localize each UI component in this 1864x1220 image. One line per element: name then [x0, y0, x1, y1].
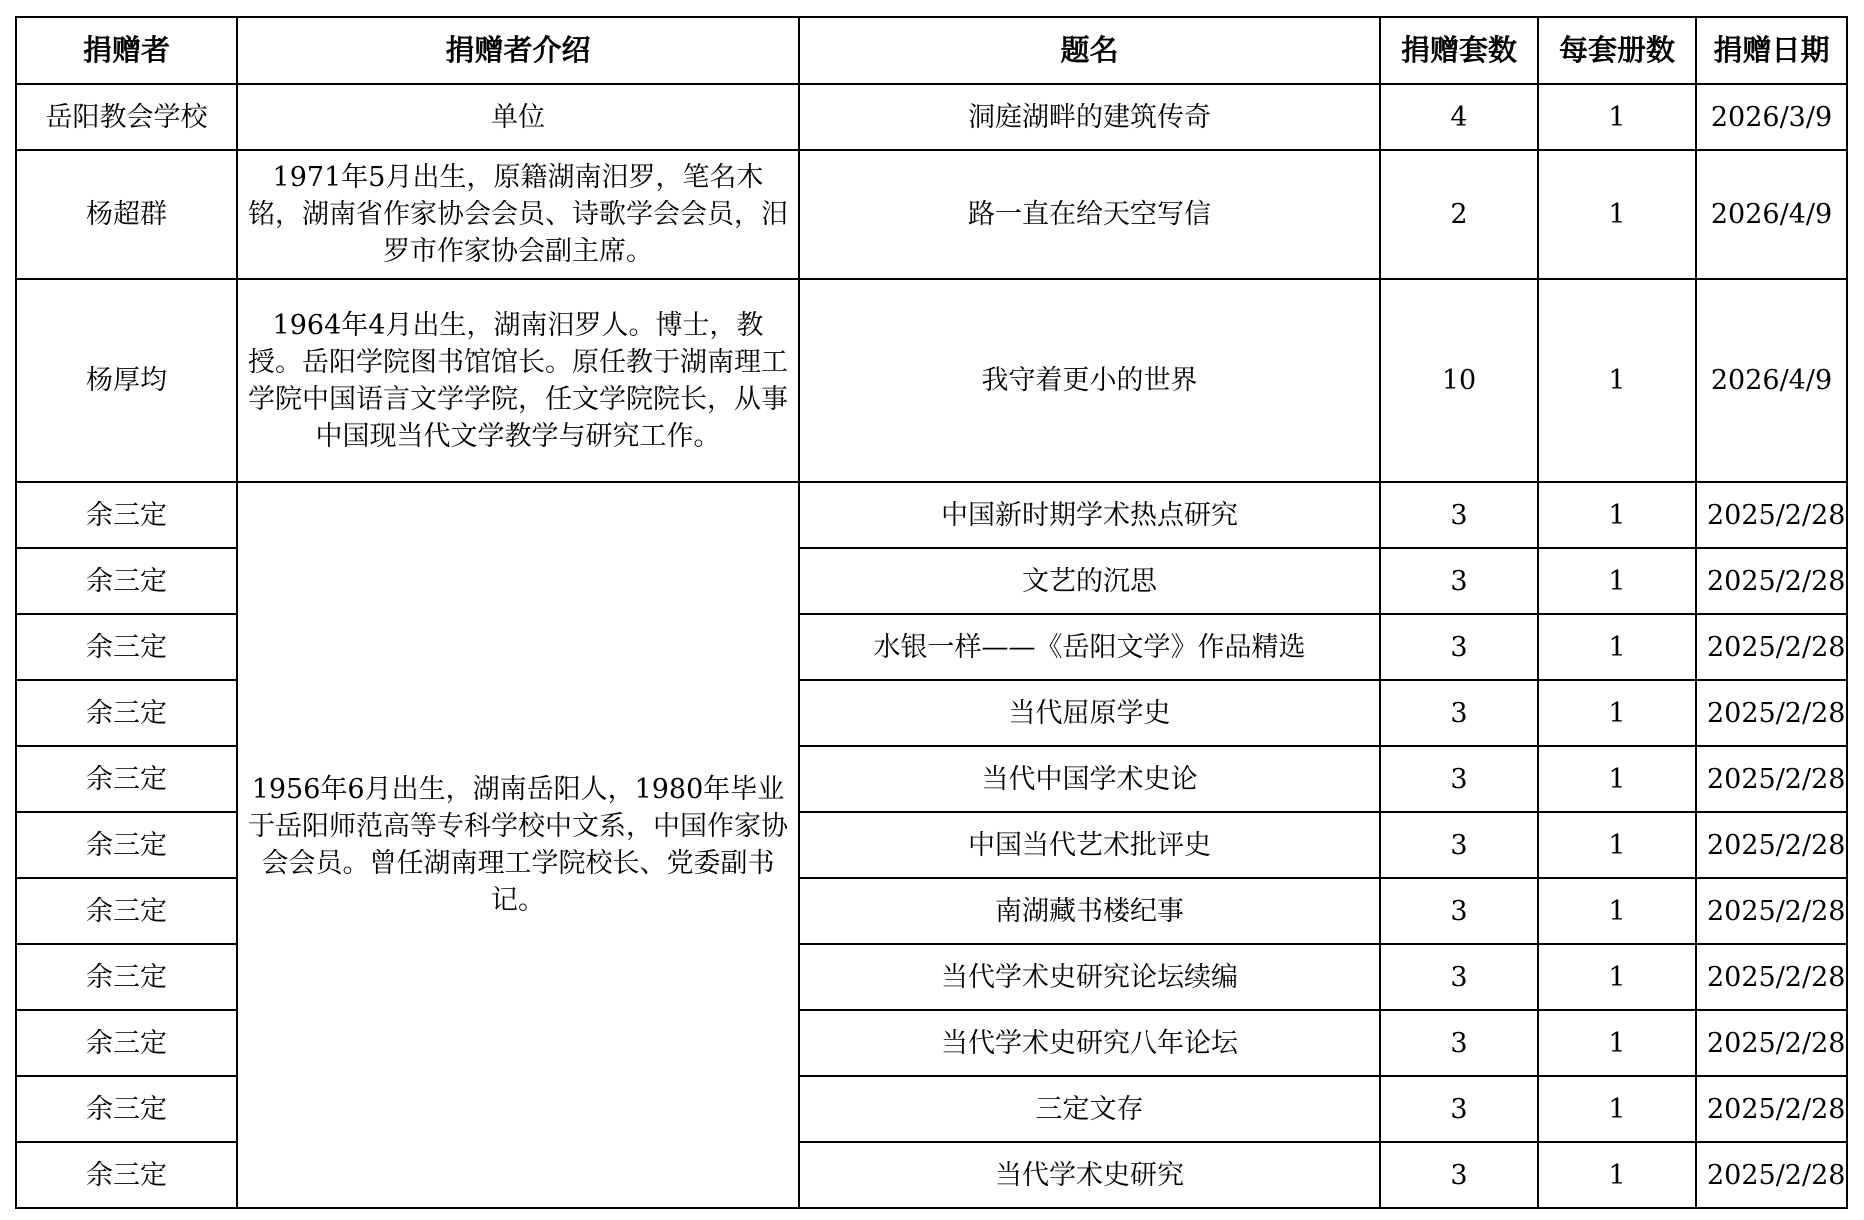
- donor-cell: 岳阳教会学校: [16, 84, 237, 150]
- sets-cell: 3: [1380, 1142, 1538, 1208]
- title-cell: 当代中国学术史论: [799, 746, 1380, 812]
- donor-cell: 余三定: [16, 1142, 237, 1208]
- donor-cell: 杨超群: [16, 150, 237, 279]
- sets-cell: 3: [1380, 878, 1538, 944]
- sets-cell: 3: [1380, 1010, 1538, 1076]
- date-cell: 2025/2/28: [1696, 548, 1847, 614]
- donor-cell: 余三定: [16, 944, 237, 1010]
- date-cell: 2025/2/28: [1696, 1010, 1847, 1076]
- donor-cell: 余三定: [16, 812, 237, 878]
- intro-cell: 1956年6月出生，湖南岳阳人，1980年毕业于岳阳师范高等专科学校中文系，中国作家协会会员。曾任湖南理工学院校长、党委副书记。: [237, 482, 799, 1208]
- title-cell: 中国新时期学术热点研究: [799, 482, 1380, 548]
- donor-cell: 余三定: [16, 1010, 237, 1076]
- volumes-cell: 1: [1538, 279, 1696, 482]
- sets-cell: 3: [1380, 944, 1538, 1010]
- donor-cell: 余三定: [16, 482, 237, 548]
- volumes-cell: 1: [1538, 878, 1696, 944]
- sets-cell: 4: [1380, 84, 1538, 150]
- header-date: 捐赠日期: [1696, 17, 1847, 84]
- title-cell: 当代学术史研究论坛续编: [799, 944, 1380, 1010]
- donor-cell: 余三定: [16, 1076, 237, 1142]
- title-cell: 我守着更小的世界: [799, 279, 1380, 482]
- donor-cell: 杨厚均: [16, 279, 237, 482]
- date-cell: 2025/2/28: [1696, 878, 1847, 944]
- date-cell: 2025/2/28: [1696, 812, 1847, 878]
- title-cell: 当代学术史研究八年论坛: [799, 1010, 1380, 1076]
- title-cell: 水银一样——《岳阳文学》作品精选: [799, 614, 1380, 680]
- donor-cell: 余三定: [16, 878, 237, 944]
- table-row: [16, 279, 1847, 482]
- date-cell: 2025/2/28: [1696, 944, 1847, 1010]
- header-sets: 捐赠套数: [1380, 17, 1538, 84]
- sets-cell: 3: [1380, 482, 1538, 548]
- date-cell: 2026/4/9: [1696, 150, 1847, 279]
- volumes-cell: 1: [1538, 1076, 1696, 1142]
- table-row: [16, 150, 1847, 279]
- donor-cell: 余三定: [16, 680, 237, 746]
- donor-cell: 余三定: [16, 746, 237, 812]
- date-cell: 2025/2/28: [1696, 614, 1847, 680]
- donor-cell: 余三定: [16, 548, 237, 614]
- donation-table: [15, 16, 1848, 1209]
- donor-cell: 余三定: [16, 614, 237, 680]
- header-donor-intro: 捐赠者介绍: [237, 17, 799, 84]
- volumes-cell: 1: [1538, 1142, 1696, 1208]
- table-row: [16, 84, 1847, 150]
- volumes-cell: 1: [1538, 482, 1696, 548]
- intro-cell: 1964年4月出生，湖南汨罗人。博士，教授。岳阳学院图书馆馆长。原任教于湖南理工学院中国语言文学学院，任文学院院长，从事中国现当代文学教学与研究工作。: [237, 279, 799, 482]
- header-volumes: 每套册数: [1538, 17, 1696, 84]
- sets-cell: 3: [1380, 812, 1538, 878]
- date-cell: 2026/4/9: [1696, 279, 1847, 482]
- title-cell: 当代屈原学史: [799, 680, 1380, 746]
- volumes-cell: 1: [1538, 812, 1696, 878]
- sets-cell: 10: [1380, 279, 1538, 482]
- sets-cell: 3: [1380, 614, 1538, 680]
- sets-cell: 2: [1380, 150, 1538, 279]
- volumes-cell: 1: [1538, 1010, 1696, 1076]
- title-cell: 南湖藏书楼纪事: [799, 878, 1380, 944]
- sets-cell: 3: [1380, 680, 1538, 746]
- title-cell: 当代学术史研究: [799, 1142, 1380, 1208]
- volumes-cell: 1: [1538, 614, 1696, 680]
- date-cell: 2025/2/28: [1696, 680, 1847, 746]
- date-cell: 2025/2/28: [1696, 746, 1847, 812]
- volumes-cell: 1: [1538, 84, 1696, 150]
- header-row: [16, 17, 1847, 84]
- table-row: [16, 482, 1847, 548]
- sets-cell: 3: [1380, 746, 1538, 812]
- title-cell: 路一直在给天空写信: [799, 150, 1380, 279]
- title-cell: 洞庭湖畔的建筑传奇: [799, 84, 1380, 150]
- title-cell: 文艺的沉思: [799, 548, 1380, 614]
- sets-cell: 3: [1380, 1076, 1538, 1142]
- header-title: 题名: [799, 17, 1380, 84]
- volumes-cell: 1: [1538, 150, 1696, 279]
- date-cell: 2026/3/9: [1696, 84, 1847, 150]
- volumes-cell: 1: [1538, 746, 1696, 812]
- title-cell: 中国当代艺术批评史: [799, 812, 1380, 878]
- date-cell: 2025/2/28: [1696, 482, 1847, 548]
- title-cell: 三定文存: [799, 1076, 1380, 1142]
- volumes-cell: 1: [1538, 680, 1696, 746]
- intro-cell: 单位: [237, 84, 799, 150]
- date-cell: 2025/2/28: [1696, 1076, 1847, 1142]
- volumes-cell: 1: [1538, 944, 1696, 1010]
- volumes-cell: 1: [1538, 548, 1696, 614]
- header-donor: 捐赠者: [16, 17, 237, 84]
- date-cell: 2025/2/28: [1696, 1142, 1847, 1208]
- intro-cell: 1971年5月出生，原籍湖南汨罗，笔名木铭，湖南省作家协会会员、诗歌学会会员，汨罗市作家协会副主席。: [237, 150, 799, 279]
- sets-cell: 3: [1380, 548, 1538, 614]
